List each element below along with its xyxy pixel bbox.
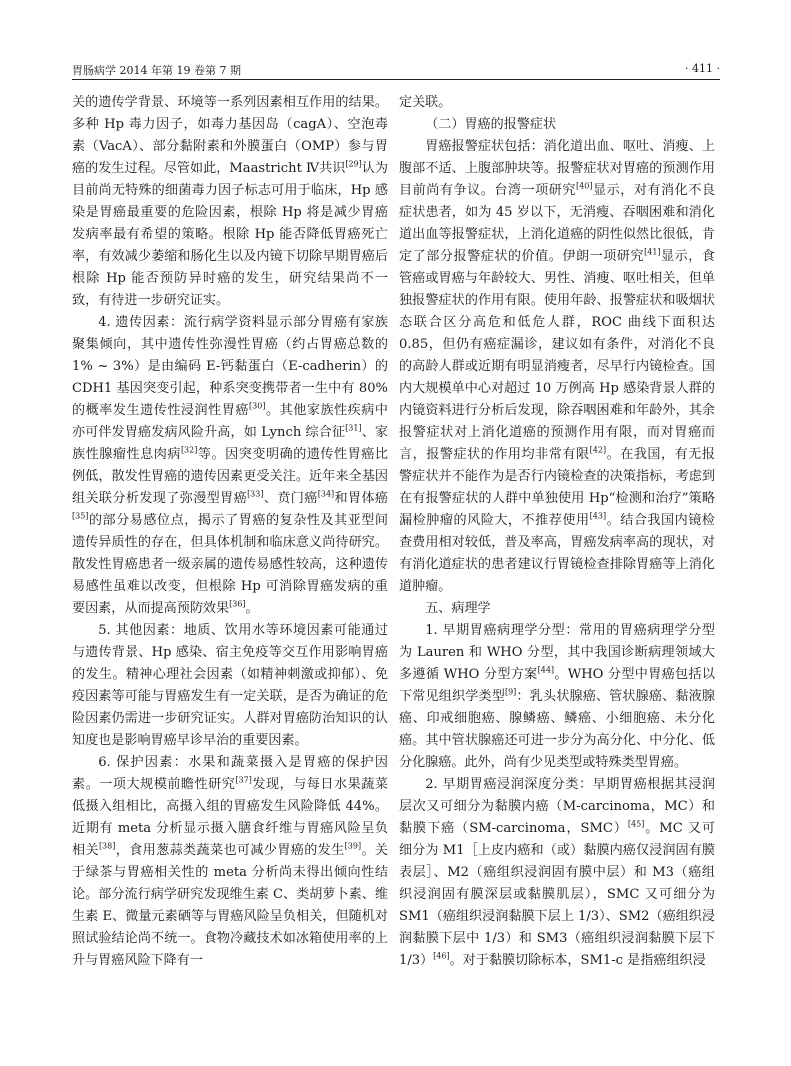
citation-marker: [45] [627,819,645,829]
paragraph-continued: 关的遗传学背景、环境等一系列因素相互作用的结果。多种 Hp 毒力因子，如毒力基因岛（cagA）、空泡毒素（VacA）、部分黏附素和外膜蛋白（OMP）参与胃癌的发生过程。尽管如此，Maastricht Ⅳ共识[29]认为目前尚无特殊的细菌毒力因子标志可用于临床，Hp 感染是胃癌最重要的危险因素，根除 Hp 将是减少胃癌发病率最有希望的策略。根除 Hp 能否降低胃癌死亡率，有效减少萎缩和肠化生以及内镜下切除早期胃癌后根除 Hp 能否预防异时癌的发生，研究结果尚不一致，有待进一步研究证实。 [72,95,388,308]
citation-marker: [35] [72,511,89,521]
page-number: · 411 · [685,62,720,75]
citation-marker: [44] [537,665,555,675]
citation-marker: [30] [249,401,266,411]
paragraph-alarm-symptoms: 胃癌报警症状包括：消化道出血、呕吐、消瘦、上腹部不适、上腹部肿块等。报警症状对胃癌的预测作用目前尚有争议。台湾一项研究[40]显示，对有消化不良症状患者，如为 45 岁以下，无消瘦、吞咽困难和消化道出血等报警症状，上消化道癌的阴性似然比很低，肯定了部分报警症状的价值。伊朗一项研究[41]显示，食管癌或胃癌与年龄较大、男性、消瘦、呕吐相关，但单独报警症状的作用有限。使用年龄、报警症状和吸烟状态联合区分高危和低危人群，ROC 曲线下面积达 0.85，但仍有癌症漏诊，建议如有条件，对消化不良的高龄人群或近期有明显消瘦者，尽早行内镜检查。国内大规模单中心对超过 10 万例高 Hp 感染背景人群的内镜资料进行分析后发现，除吞咽困难和年龄外，其余报警症状对上消化道癌的预测作用有限，而对胃癌而言，报警症状的作用均非常有限[42]。在我国，有无报警症状并不能作为是否行内镜检查的决策指标，考虑到在有报警症状的人群中单独使用 Hp“检测和治疗”策略漏检肿瘤的风险大，不推荐使用[43]。结合我国内镜检查费用相对较低，普及率高，胃癌发病率高的现状，对有消化道症状的患者建议行胃镜检查排除胃癌等上消化道肿瘤。 [399,139,715,594]
citation-marker: [36] [229,599,246,609]
citation-marker: [41] [644,247,661,257]
citation-marker: [31] [345,423,362,433]
citation-marker: [42] [589,445,607,455]
citation-marker: [40] [576,181,593,191]
citation-marker: [39] [344,841,362,851]
section-heading-pathology: 五、病理学 [425,601,491,616]
citation-marker: [33] [247,489,264,499]
paragraph-other-factors: 5. 其他因素：地质、饮用水等环境因素可能通过与遗传背景、Hp 感染、宿主免疫等交互作用影响胃癌的发生。精神心理社会因素（如精神刺激或抑郁）、免疫因素等可能与胃癌发生有一定关联，是否为确证的危险因素仍需进一步研究证实。人群对胃癌防治知识的认知度也是影响胃癌早诊早治的重要因素。 [72,623,388,748]
paragraph-protective-factors: 6. 保护因素：水果和蔬菜摄入是胃癌的保护因素。一项大规模前瞻性研究[37]发现，与每日水果蔬菜低摄入组相比，高摄入组的胃癌发生风险降低 44%。近期有 meta 分析显示摄入膳食纤维与胃癌风险呈负相关[38]，食用葱蒜类蔬菜也可减少胃癌的发生[39]。关于绿茶与胃癌相关性的 meta 分析尚未得出倾向性结论。部分流行病学研究发现维生素 C、类胡萝卜素、维生素 E、微量元素硒等与胃癌风险呈负相关，但随机对照试验结论尚不统一。食物冷藏技术如冰箱使用率的上升与胃癌风险下降有一 [72,755,388,968]
paragraph-pathology-classification: 1. 早期胃癌病理学分型：常用的胃癌病理学分型为 Lauren 和 WHO 分型，其中我国诊断病理领域大多遵循 WHO 分型方案[44]。WHO 分型中胃癌包括以下常见组织学类型[9]：乳头状腺癌、管状腺癌、黏液腺癌、印戒细胞癌、腺鳞癌、鳞癌、小细胞癌、未分化癌。其中管状腺癌还可进一步分为高分化、中分化、低分化腺癌。此外，尚有少见类型或特殊类型胃癌。 [399,623,715,770]
header-rule [72,79,720,80]
citation-marker: [34] [317,489,335,499]
citation-marker: [37] [235,775,252,785]
paragraph-continued-right: 定关联。 [399,95,452,110]
citation-marker: [9] [504,687,517,697]
citation-marker: [38] [98,841,116,851]
running-header [72,62,720,78]
left-column [72,92,388,1042]
journal-issue: 胃肠病学 2014 年第 19 卷第 7 期 [72,64,241,77]
citation-marker: [32] [180,445,198,455]
citation-marker: [46] [433,951,450,961]
section-heading-alarm-symptoms: （二）胃癌的报警症状 [425,117,557,132]
citation-marker: [29] [345,159,362,169]
right-column [399,92,715,1042]
citation-marker: [43] [589,511,607,521]
paragraph-genetic-factors: 4. 遗传因素：流行病学资料显示部分胃癌有家族聚集倾向，其中遗传性弥漫性胃癌（约占胃癌总数的 1% ~ 3%）是由编码 E-钙黏蛋白（E-cadherin）的 CDH1 基因突变引起，种系突变携带者一生中有 80% 的概率发生遗传性浸润性胃癌[30]。其他家族性疾病中亦可伴发胃癌发病风险升高，如 Lynch 综合征[31]、家族性腺瘤性息肉病[32]等。因突变明确的遗传性胃癌比例低，散发性胃癌的遗传因素更受关注。近年来全基因组关联分析发现了弥漫型胃癌[33]、贲门癌[34]和胃体癌[35]的部分易感位点，揭示了胃癌的复杂性及其亚型间遗传异质性的存在，但具体机制和临床意义尚待研究。散发性胃癌患者一级亲属的遗传易感性较高，这种遗传易感性虽难以改变，但根除 Hp 可消除胃癌发病的重要因素，从而提高预防效果[36]。 [72,315,388,616]
paragraph-invasion-depth: 2. 早期胃癌浸润深度分类：早期胃癌根据其浸润层次又可细分为黏膜内癌（M-carcinoma，MC）和黏膜下癌（SM-carcinoma，SMC）[45]。MC 又可细分为 M1［上皮内癌和（或）黏膜内癌仅浸润固有膜表层］、M2（癌组织浸润固有膜中层）和 M3（癌组织浸润固有膜深层或黏膜肌层），SMC 又可细分为 SM1（癌组织浸润黏膜下层上 1/3）、SM2（癌组织浸润黏膜下层中 1/3）和 SM3（癌组织浸润黏膜下层下 1/3）[46]。对于黏膜切除标本，SM1-c 是指癌组织浸 [399,777,715,968]
